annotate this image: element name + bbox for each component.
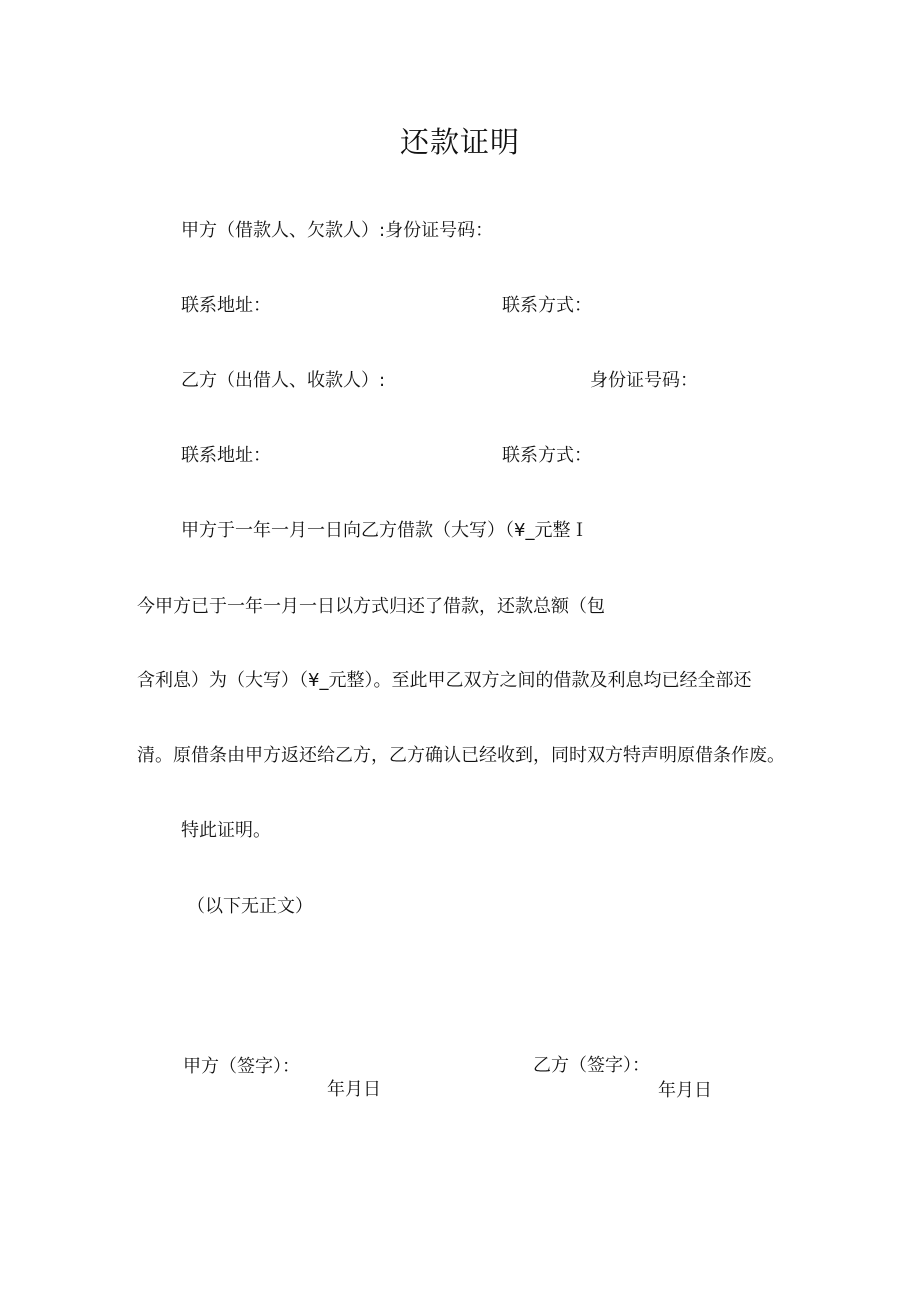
loan-statement: 甲方于一年一月一日向乙方借款（大写）（¥_元整Ｉ	[181, 520, 589, 541]
document-title: 还款证明	[399, 125, 520, 159]
party-b-label: 乙方（出借人、收款人）:	[181, 370, 386, 391]
no-more-text: （以下无正文）	[187, 896, 313, 917]
party-b-id-label: 身份证号码：	[590, 370, 698, 391]
party-a-contact-label: 联系方式：	[502, 295, 592, 316]
party-a-line: 甲方（借款人、欠款人）:身份证号码：	[181, 220, 494, 241]
repayment-line-3: 清。原借条由甲方返还给乙方，乙方确认已经收到，同时双方特声明原借条作废。	[137, 745, 785, 766]
party-a-signature-label: 甲方（签字）：	[183, 1056, 300, 1077]
repayment-line-1: 今甲方已于一年一月一日以方式归还了借款，还款总额（包	[137, 596, 605, 617]
repayment-line-2: 含利息）为（大写）（¥_元整）。至此甲乙双方之间的借款及利息均已经全部还	[137, 670, 752, 691]
party-b-contact-label: 联系方式：	[502, 445, 592, 466]
party-a-date: 年月日	[327, 1079, 381, 1100]
party-b-date: 年月日	[658, 1080, 712, 1101]
party-b-signature-label: 乙方（签字）：	[533, 1055, 650, 1076]
party-a-address-label: 联系地址：	[181, 295, 271, 316]
party-b-address-label: 联系地址：	[181, 445, 271, 466]
certify-text: 特此证明。	[181, 820, 271, 841]
